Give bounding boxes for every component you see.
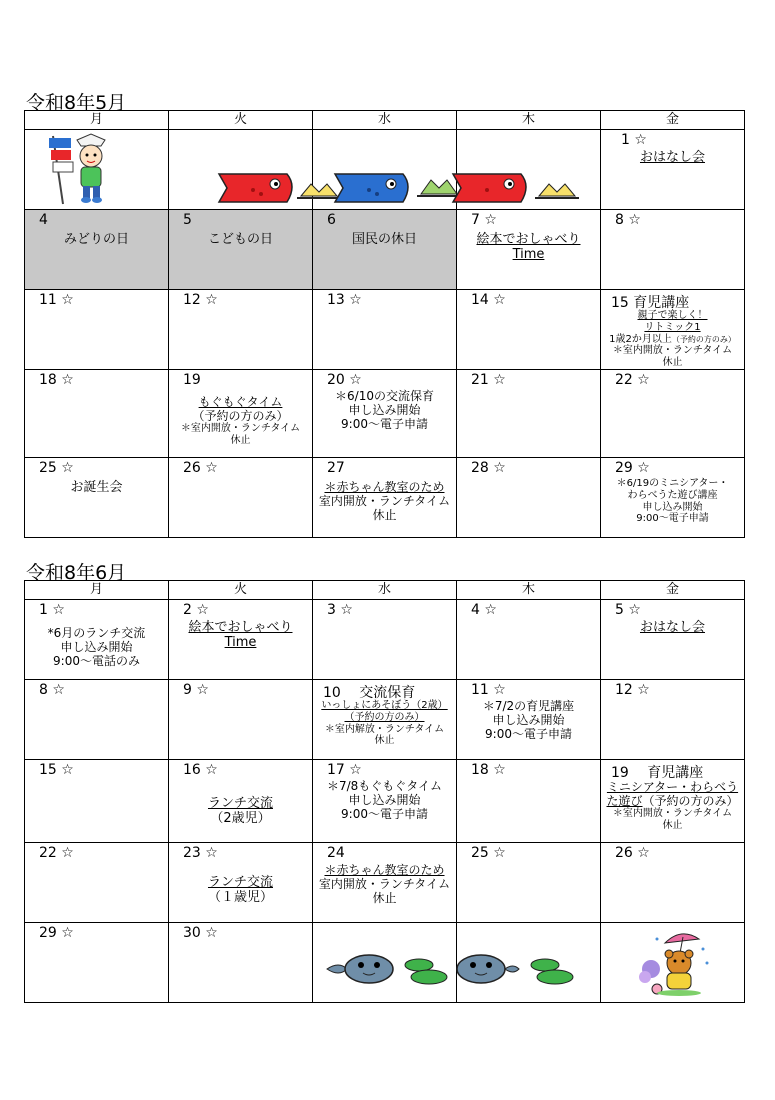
event-notice: ＊6/19のミニシアター・ わらべうた遊び講座 申し込み開始 9:00～電子申請: [616, 478, 729, 525]
day-number: 29 ☆: [39, 925, 74, 941]
day-number: 30 ☆: [183, 925, 218, 941]
day-number: 26 ☆: [615, 845, 650, 861]
event-notice: *6月のランチ交流 申し込み開始 9:00～電話のみ: [47, 626, 146, 669]
day-number: 15 ☆: [39, 762, 74, 778]
day-number: 8 ☆: [39, 682, 65, 698]
day-number: 22 ☆: [615, 372, 650, 388]
day-number: 18 ☆: [39, 372, 74, 388]
june-cell-empty-thu: [457, 923, 601, 1003]
may-calendar: [24, 110, 745, 538]
boy-flag-illustration: [43, 132, 123, 208]
may-6: [313, 210, 457, 290]
red-carp-streamer-2: [451, 168, 581, 208]
june-17: [313, 760, 457, 843]
event-notice: ＊7/2の育児講座 申し込み開始 9:00～電子申請: [482, 699, 575, 742]
may-19: [169, 370, 313, 458]
day-number: 13 ☆: [327, 292, 362, 308]
june-9: [169, 680, 313, 760]
day-number: 24: [327, 845, 345, 861]
day-number: 12 ☆: [615, 682, 650, 698]
june-2: [169, 600, 313, 680]
day-number: 11 ☆: [471, 682, 506, 698]
june-5: [601, 600, 745, 680]
day-number: 27: [327, 460, 345, 476]
may-8: [601, 210, 745, 290]
blue-carp-streamer: [333, 168, 463, 208]
weekday-tue: 火: [169, 111, 313, 130]
event-mogumogu: もぐもぐタイム （予約の方のみ） ＊室内開放・ランチタイム 休止: [180, 395, 301, 447]
june-22: [25, 843, 169, 923]
june-cell-empty-fri: [601, 923, 745, 1003]
day-number: 7 ☆: [471, 212, 497, 228]
may-4: [25, 210, 169, 290]
day-number: 5: [183, 212, 192, 228]
day-number: 19: [183, 372, 201, 388]
june-29: [25, 923, 169, 1003]
day-number: 18 ☆: [471, 762, 506, 778]
event-ohanashi: おはなし会: [639, 150, 705, 165]
event-lunch: ランチ交流 （１歳児）: [207, 875, 273, 906]
may-title: 令和8年5月: [26, 92, 127, 114]
weekday-thu: 木: [457, 581, 601, 600]
holiday-name: 国民の休日: [351, 232, 417, 247]
day-number: 6: [327, 212, 336, 228]
may-27: [313, 458, 457, 538]
day-number: 15 育児講座: [611, 295, 690, 311]
june-1: [25, 600, 169, 680]
may-14: [457, 290, 601, 370]
weekday-fri: 金: [601, 111, 745, 130]
day-number: 8 ☆: [615, 212, 641, 228]
day-number: 12 ☆: [183, 292, 218, 308]
may-weekday-header: [25, 111, 745, 130]
event-birthday: お誕生会: [70, 480, 123, 495]
may-cell-empty-tue: [169, 130, 313, 210]
day-number: 20 ☆: [327, 372, 362, 388]
june-16: [169, 760, 313, 843]
day-number: 17 ☆: [327, 762, 362, 778]
day-number: 16 ☆: [183, 762, 218, 778]
may-5: [169, 210, 313, 290]
june-26: [601, 843, 745, 923]
day-number: 10 交流保育: [323, 685, 416, 701]
june-cell-empty-wed: [313, 923, 457, 1003]
day-number: 9 ☆: [183, 682, 209, 698]
weekday-wed: 水: [313, 111, 457, 130]
day-number: 5 ☆: [615, 602, 641, 618]
may-21: [457, 370, 601, 458]
day-number: 21 ☆: [471, 372, 506, 388]
weekday-mon: 月: [25, 111, 169, 130]
weekday-tue: 火: [169, 581, 313, 600]
may-29: [601, 458, 745, 538]
event-notice: ＊6/10の交流保育 申し込み開始 9:00～電子申請: [335, 389, 434, 432]
event-ohanashi: おはなし会: [639, 620, 705, 635]
event-notice: ＊7/8もぐもぐタイム 申し込み開始 9:00～電子申請: [326, 779, 443, 822]
holiday-name: みどりの日: [63, 232, 129, 247]
day-number: 25 ☆: [39, 460, 74, 476]
june-12: [601, 680, 745, 760]
may-20: [313, 370, 457, 458]
event-ehon: 絵本でおしゃべり Time: [188, 620, 293, 651]
may-12: [169, 290, 313, 370]
event-akachan: ＊赤ちゃん教室のため 室内開放・ランチタイム 休止: [318, 480, 451, 523]
june-weekday-header: [25, 581, 745, 600]
june-title: 令和8年6月: [26, 562, 127, 584]
june-15: [25, 760, 169, 843]
june-3: [313, 600, 457, 680]
june-4: [457, 600, 601, 680]
day-number: 4 ☆: [471, 602, 497, 618]
may-28: [457, 458, 601, 538]
may-26: [169, 458, 313, 538]
may-cell-empty-wed: [313, 130, 457, 210]
june-18: [457, 760, 601, 843]
day-number: 14 ☆: [471, 292, 506, 308]
june-30: [169, 923, 313, 1003]
may-18: [25, 370, 169, 458]
day-number: 1 ☆: [621, 132, 647, 148]
day-number: 19 育児講座: [611, 765, 704, 781]
june-19: [601, 760, 745, 843]
holiday-name: こどもの日: [207, 232, 273, 247]
may-22: [601, 370, 745, 458]
event-lunch: ランチ交流 （2歳児）: [207, 796, 273, 827]
june-calendar: [24, 580, 745, 1003]
event-ikuji: 親子で楽しく！ リトミック1 1歳2か月以上（予約の方のみ） ＊室内開放・ランチタイム 休止: [609, 310, 736, 369]
day-number: 29 ☆: [615, 460, 650, 476]
weekday-fri: 金: [601, 581, 745, 600]
weekday-thu: 木: [457, 111, 601, 130]
weekday-mon: 月: [25, 581, 169, 600]
may-11: [25, 290, 169, 370]
day-number: 4: [39, 212, 48, 228]
day-number: 26 ☆: [183, 460, 218, 476]
day-number: 2 ☆: [183, 602, 209, 618]
may-cell-empty-thu: [457, 130, 601, 210]
may-1: [601, 130, 745, 210]
tadpole-lilypad-illustration-2: [447, 951, 587, 987]
may-cell-empty-mon: [25, 130, 169, 210]
june-10: [313, 680, 457, 760]
day-number: 1 ☆: [39, 602, 65, 618]
may-15: [601, 290, 745, 370]
june-8: [25, 680, 169, 760]
day-number: 3 ☆: [327, 602, 353, 618]
june-11: [457, 680, 601, 760]
day-number: 28 ☆: [471, 460, 506, 476]
day-number: 23 ☆: [183, 845, 218, 861]
tadpole-lilypad-illustration: [325, 951, 465, 987]
day-number: 22 ☆: [39, 845, 74, 861]
event-ikuji: ミニシアター・わらべう た遊び（予約の方のみ） ＊室内開放・ランチタイム 休止: [606, 780, 739, 832]
day-number: 11 ☆: [39, 292, 74, 308]
june-24: [313, 843, 457, 923]
day-number: 25 ☆: [471, 845, 506, 861]
june-25: [457, 843, 601, 923]
may-25: [25, 458, 169, 538]
event-akachan: ＊赤ちゃん教室のため 室内開放・ランチタイム 休止: [318, 863, 451, 906]
event-koryu: いっしょにあそぼう（2歳） （予約の方のみ） ＊室内解放・ランチタイム 休止: [321, 700, 448, 747]
event-ehon: 絵本でおしゃべり Time: [476, 232, 581, 263]
june-23: [169, 843, 313, 923]
bear-umbrella-illustration: [637, 929, 711, 997]
weekday-wed: 水: [313, 581, 457, 600]
may-7: [457, 210, 601, 290]
may-13: [313, 290, 457, 370]
